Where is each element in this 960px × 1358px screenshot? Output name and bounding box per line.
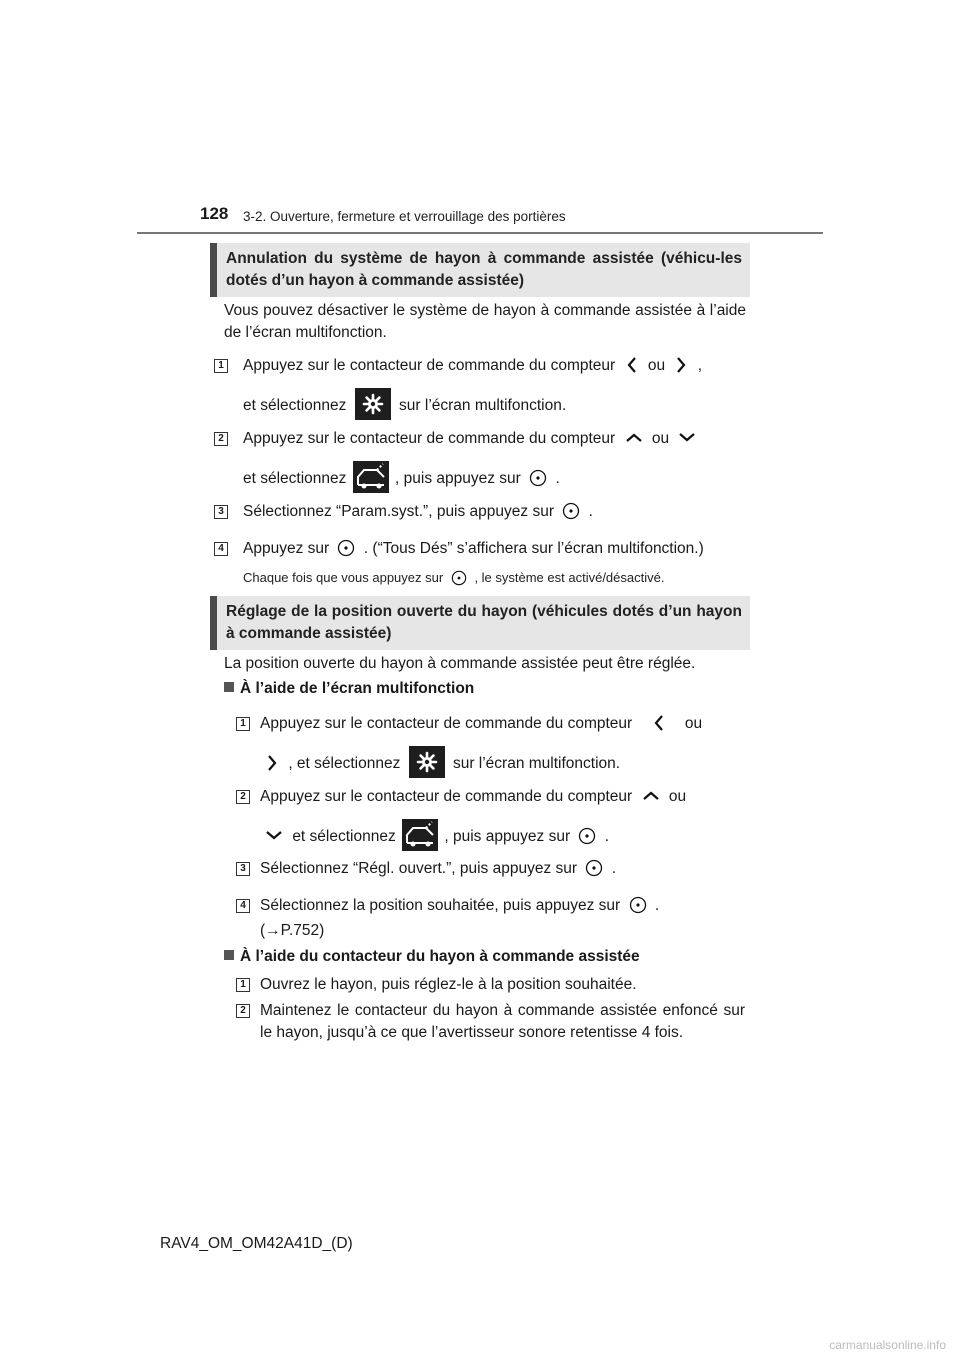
bullet-square-icon [224, 950, 234, 960]
note: Chaque fois que vous appuyez sur , le système est activé/désactivé. [243, 570, 665, 585]
section2-intro: La position ouverte du hayon à commande assistée peut être réglée. [224, 655, 696, 672]
chapter-title: 3-2. Ouverture, fermeture et verrouillage des portières [243, 209, 566, 224]
chevron-up-icon [624, 431, 644, 443]
enter-button-icon [578, 827, 596, 845]
step-number: 2 [236, 790, 250, 804]
gear-icon [355, 388, 391, 420]
step-line: Appuyez sur le contacteur de commande du compteur ou [260, 715, 703, 732]
step-number: 3 [214, 505, 228, 519]
enter-button-icon [562, 502, 580, 520]
step-line: Maintenez le contacteur du hayon à commande assistée enfoncé sur le hayon, jusqu’à ce que l’avertisseur sonore retentisse 4 fois. [260, 1002, 745, 1041]
step-number: 1 [214, 359, 228, 373]
step-line: Sélectionnez la position souhaitée, puis appuyez sur . [260, 897, 660, 914]
enter-button-icon [585, 859, 603, 877]
bullet-square-icon [224, 682, 234, 692]
enter-button-icon [529, 469, 547, 487]
section-title-open-position: Réglage de la position ouverte du hayon (véhicules dotés d’un hayon à commande assistée) [210, 596, 750, 650]
document-code: RAV4_OM_OM42A41D_(D) [160, 1235, 353, 1252]
chevron-down-icon [264, 829, 284, 841]
page-number: 128 [200, 204, 229, 223]
step-line: Sélectionnez “Param.syst.”, puis appuyez sur . [243, 503, 593, 520]
step-number: 2 [214, 432, 228, 446]
step-number: 4 [214, 542, 228, 556]
chevron-left-icon [624, 356, 640, 374]
sub-heading-multi-display: À l’aide de l’écran multifonction [224, 680, 474, 698]
step-number: 2 [236, 1004, 250, 1018]
step-line: Appuyez sur le contacteur de commande du compteur ou [260, 788, 687, 805]
step-line: Appuyez sur le contacteur de commande du compteur ou [243, 428, 701, 450]
step-line: Ouvrez le hayon, puis réglez-le à la position souhaitée. [260, 976, 637, 993]
chevron-left-icon [651, 714, 667, 732]
page-reference-link[interactable]: (→P.752) [260, 922, 325, 939]
step-line: Appuyez sur . (“Tous Dés” s’affichera sur l’écran multifonction.) [243, 540, 704, 557]
chevron-down-icon [677, 431, 697, 443]
step-number: 1 [236, 717, 250, 731]
step-line: et sélectionnez sur l’écran multifonction. [243, 390, 566, 422]
enter-button-icon [629, 896, 647, 914]
step-number: 1 [236, 978, 250, 992]
power-back-door-icon [402, 819, 438, 851]
section-title-cancel-power-back-door: Annulation du système de hayon à commande assistée (véhicu-les dotés d’un hayon à commande assistée) [210, 243, 750, 297]
step-number: 4 [236, 899, 250, 913]
chevron-right-icon [264, 754, 280, 772]
step-line: et sélectionnez , puis appuyez sur . [260, 821, 609, 853]
watermark: carmanualsonline.info [829, 1338, 946, 1352]
step-line: Sélectionnez “Régl. ouvert.”, puis appuyez sur . [260, 860, 616, 877]
step-number: 3 [236, 862, 250, 876]
step-line: , et sélectionnez sur l’écran multifonction. [260, 748, 620, 780]
step-line: Appuyez sur le contacteur de commande du compteur ou , [243, 357, 703, 374]
enter-button-icon [337, 539, 355, 557]
sub-heading-power-back-door-switch: À l’aide du contacteur du hayon à commande assistée [224, 948, 640, 966]
gear-icon [409, 746, 445, 778]
step-line: et sélectionnez , puis appuyez sur . [243, 463, 560, 495]
enter-button-icon [451, 570, 467, 586]
chevron-right-icon [673, 356, 689, 374]
header-rule [137, 232, 823, 234]
chevron-up-icon [641, 789, 661, 801]
section1-intro: Vous pouvez désactiver le système de hayon à commande assistée à l’aide de l’écran multifonction. [224, 302, 746, 341]
power-back-door-icon [353, 461, 389, 493]
